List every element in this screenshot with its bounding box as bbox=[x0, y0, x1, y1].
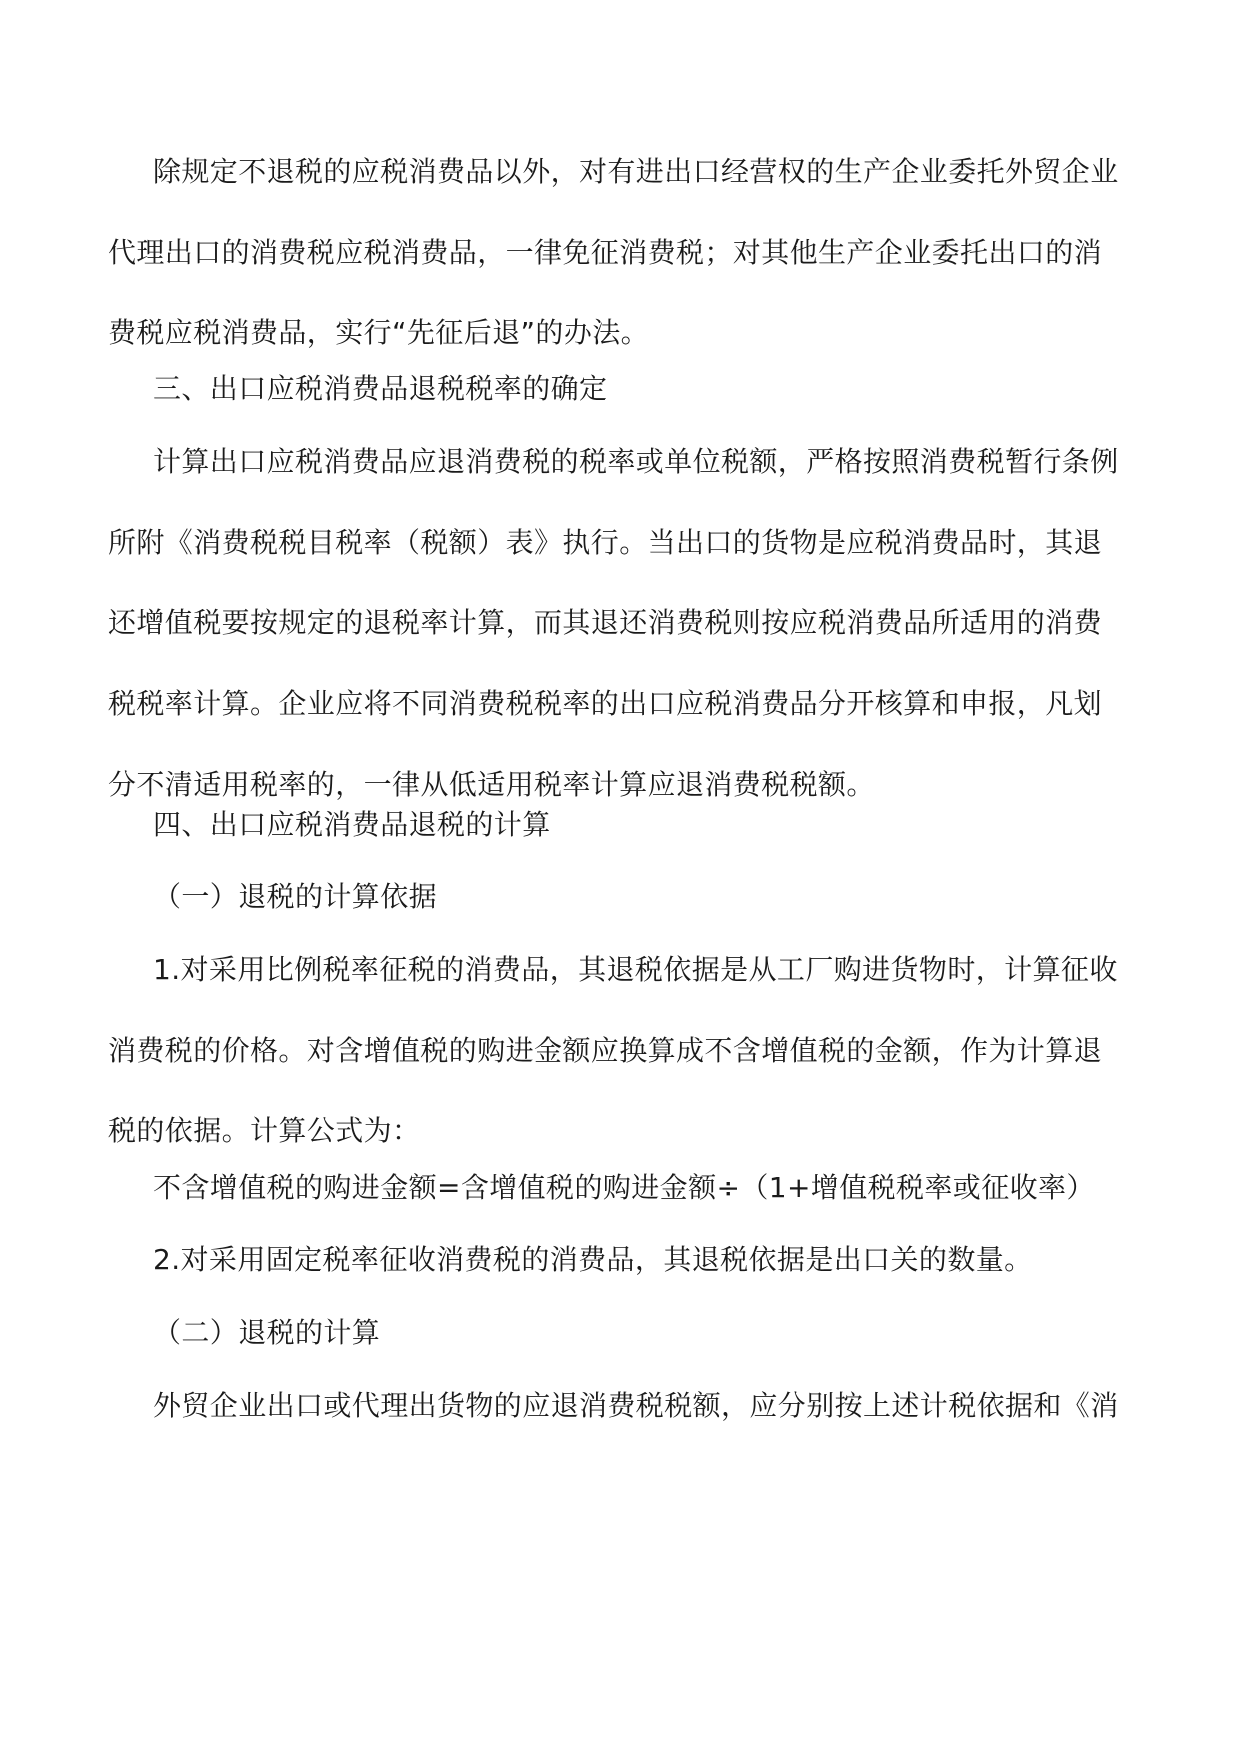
section-heading-3 bbox=[108, 349, 1144, 430]
text-line: 代理出口的消费税应税消费品，一律免征消费税；对其他生产企业委托出口的消 bbox=[108, 235, 1103, 269]
text-line: 除规定不退税的应税消费品以外，对有进出口经营权的生产企业委托外贸企业 bbox=[153, 155, 1119, 188]
paragraph-ad-valorem-basis bbox=[108, 930, 1144, 1172]
section-heading-4 bbox=[108, 785, 1144, 866]
paragraph-refund-rate bbox=[108, 422, 1144, 825]
text-line: 税的依据。计算公式为： bbox=[108, 1114, 421, 1148]
text-line: 费税应税消费品，实行“先征后退”的办法。 bbox=[108, 316, 650, 350]
text-line: 计算出口应税消费品应退消费税的税率或单位税额，严格按照消费税暂行条例 bbox=[153, 445, 1119, 478]
paragraph-fixed-rate-basis bbox=[108, 1220, 1144, 1301]
formula-line bbox=[108, 1148, 1144, 1229]
heading-text: （二）退税的计算 bbox=[153, 1316, 381, 1349]
text-line: 还增值税要按规定的退税率计算，而其退还消费税则按应税消费品所适用的消费 bbox=[108, 606, 1103, 640]
text-line: 外贸企业出口或代理出货物的应退消费税税额，应分别按上述计税依据和《消 bbox=[153, 1389, 1119, 1422]
text-line: 2.对采用固定税率征收消费税的消费品，其退税依据是出口关的数量。 bbox=[153, 1243, 1033, 1276]
paragraph-non-refund-rule bbox=[108, 132, 1144, 374]
subsection-heading-1 bbox=[108, 857, 1144, 938]
text-line: 1.对采用比例税率征税的消费品，其退税依据是从工厂购进货物时，计算征收 bbox=[153, 953, 1118, 986]
heading-text: 三、出口应税消费品退税税率的确定 bbox=[153, 372, 608, 405]
text-line: 所附《消费税税目税率（税额）表》执行。当出口的货物是应税消费品时，其退 bbox=[108, 525, 1103, 559]
text-line: 消费税的价格。对含增值税的购进金额应换算成不含增值税的金额，作为计算退 bbox=[108, 1033, 1103, 1067]
paragraph-refund-calc bbox=[108, 1366, 1144, 1447]
heading-text: 四、出口应税消费品退税的计算 bbox=[153, 808, 551, 841]
formula-text: 不含增值税的购进金额=含增值税的购进金额÷（1+增值税税率或征收率） bbox=[153, 1171, 1095, 1204]
text-line: 税税率计算。企业应将不同消费税税率的出口应税消费品分开核算和申报，凡划 bbox=[108, 687, 1103, 721]
subsection-heading-2 bbox=[108, 1293, 1144, 1374]
text-line: 分不清适用税率的，一律从低适用税率计算应退消费税税额。 bbox=[108, 767, 875, 801]
heading-text: （一）退税的计算依据 bbox=[153, 880, 438, 913]
